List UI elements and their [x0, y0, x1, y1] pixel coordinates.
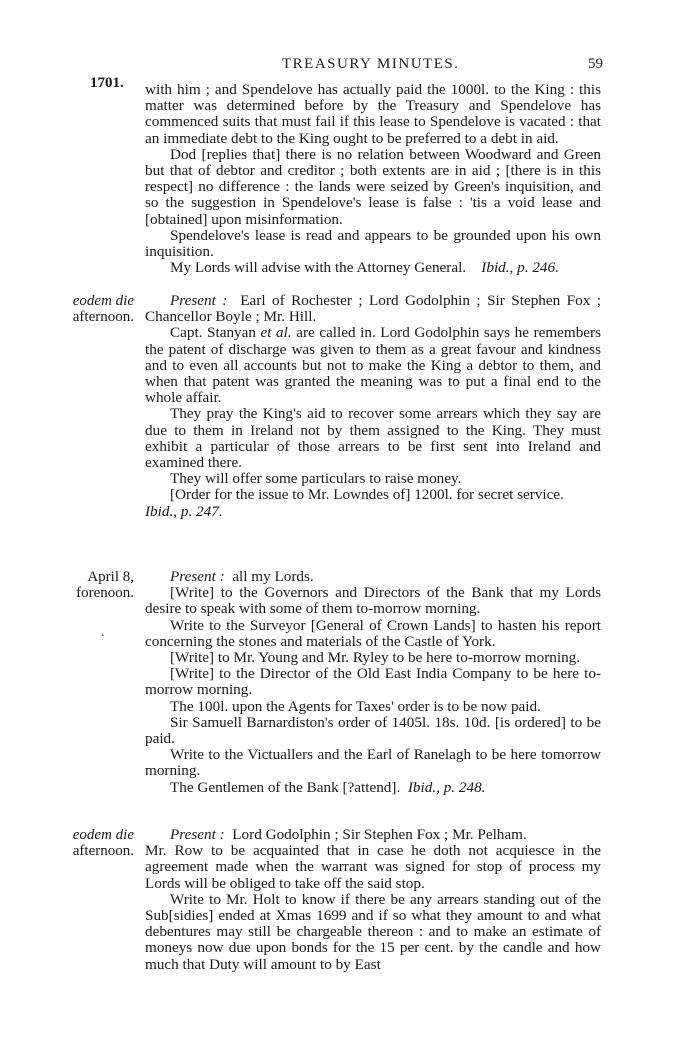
margin-date: eodem die: [72, 293, 134, 309]
margin-dot: .: [101, 625, 105, 640]
present-line: [145, 569, 601, 585]
paragraph: They will offer some particulars to raise money.: [170, 470, 462, 488]
present-names: Earl of Rochester ; Lord Godolphin ; Sir Stephen Fox ; Chancellor Boyle ; Mr. Hill.: [145, 292, 601, 326]
reference-line: [145, 504, 601, 520]
paragraph: They pray the King's aid to recover some arrears which they say are due to them in Ireland not by them assigned to the King. They must exhibit a particular of those arrears to be first sent into Ireland and examined there.: [145, 405, 601, 472]
page-number: 59: [588, 56, 603, 72]
present-label: Present :: [170, 826, 225, 843]
paragraph: Write to the Victuallers and the Earl of Ranelagh to be here tomorrow morning.: [145, 746, 601, 780]
paragraph: Mr. Row to be acquainted that in case he doth not acquiesce in the agreement made when the warrant was signed for stop of process my Lords will be obliged to take off the said stop.: [145, 842, 601, 892]
present-names: all my Lords.: [232, 568, 314, 585]
paragraph: with him ; and Spendelove has actually paid the 1000l. to the King : this matter was determined before by the Treasury and Spendelove has commenced suits that must fail if this lease to Spendelove is vacated : that an immediate debt to the King ought to be preferred to a debt in aid.: [145, 81, 601, 147]
section-3: [145, 569, 601, 796]
present-line: [145, 293, 601, 325]
attendance-text: The Gentlemen of the Bank [?attend].: [170, 778, 401, 796]
reference: Ibid., p. 247.: [145, 502, 223, 520]
session-margin-note: [76, 569, 134, 601]
present-names: Lord Godolphin ; Sir Stephen Fox ; Mr. Pelham.: [232, 826, 527, 843]
reference: Ibid., p. 248.: [407, 778, 486, 796]
paragraph: Dod [replies that] there is no relation between Woodward and Green but that of debtor and creditor ; both extents are in aid ; [there is in this respect] no difference : the lands were seized by Green's inquisition, and so the suggestion in Spendelove's lease is false : 'tis a void lease and [obtained] upon misinformation.: [145, 145, 601, 228]
session-margin-note: [73, 827, 134, 859]
margin-time: afternoon.: [72, 309, 134, 326]
paragraph: [Order for the issue to Mr. Lowndes of] 1200l. for secret service.: [170, 486, 564, 504]
paragraph: Spendelove's lease is read and appears to be grounded upon his own inquisition.: [145, 226, 601, 261]
margin-date: eodem die: [72, 827, 134, 843]
session-margin-note: [73, 293, 134, 325]
reference: Ibid., p. 246.: [481, 259, 559, 277]
margin-time: forenoon.: [76, 585, 134, 602]
paragraph-with-ref: [145, 780, 601, 796]
paragraph: Capt. Stanyan et al. are called in. Lord Godolphin says he remembers the patent of discharge was given to them as a great favour and kindness and to even all accounts but not to make the King a debtor to them, and when that patent was granted the meaning was to put a final end to the whole affair.: [145, 324, 601, 407]
paragraph: The 100l. upon the Agents for Taxes' order is to be now paid.: [170, 697, 541, 715]
paragraph: Write to the Surveyor [General of Crown Lands] to hasten his report concerning the stones and materials of the Castle of York.: [145, 616, 601, 650]
present-label: Present :: [170, 292, 228, 309]
paragraph: [Write] to the Governors and Directors of the Bank that my Lords desire to speak with some of them to-morrow morning.: [145, 584, 601, 618]
section-2: [145, 293, 601, 520]
paragraph: Sir Samuell Barnardiston's order of 1405l. 18s. 10d. [is ordered] to be paid.: [145, 713, 601, 748]
present-line: [145, 827, 601, 843]
paragraph: [Write] to the Director of the Old East India Company to be here to-morrow morning.: [145, 665, 601, 699]
year-margin-note: 1701.: [90, 75, 124, 91]
paragraph-with-ref: [145, 260, 601, 276]
present-label: Present :: [170, 568, 225, 585]
paragraph: [Write] to Mr. Young and Mr. Ryley to be here to-morrow morning.: [170, 649, 581, 667]
margin-time: afternoon.: [72, 843, 134, 860]
running-title: TREASURY MINUTES.: [282, 56, 460, 72]
section-1: [145, 82, 601, 276]
paragraph: Write to Mr. Holt to know if there be any arrears standing out of the Sub[sidies] ended at Xmas 1699 and if so what they amount to and what debentures may still be chargeable thereon : and to make an estimate of moneys now due upon bonds for the 15 per cent. by the candle and how much that Duty will amount to by East: [145, 890, 601, 973]
decision-text: My Lords will advise with the Attorney General.: [170, 259, 467, 277]
margin-date: April 8,: [87, 569, 134, 585]
section-4: [145, 827, 601, 973]
running-header: [0, 56, 674, 76]
